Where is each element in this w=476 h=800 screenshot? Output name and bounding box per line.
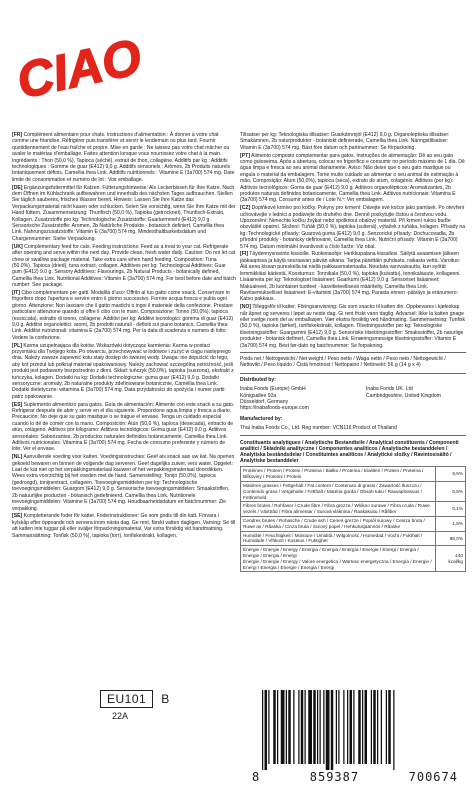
- right-text-column: [240, 132, 466, 572]
- barcode-bar: [277, 690, 278, 764]
- paragraph-text: Complément alimentaire pour chats. Instructions d'alimentation : À donner à votre chat comme une friandise. Réfrigérer puis transférer et servir le lendemain ou plus tard. Fournir quotidiennement de l'eau fraîche et propre. Mise en garde : Ne laissez pas votre chat mâcher ou avaler le matériau d'emballage. Faites attention lorsque vous nourrissez votre chat à la main. Ingrédients : Thon (50,0 %), Tapioca (séché), extrait de thon, collagène. Additifs par kg : Additifs technologiques : Gomme de guar (E412) 9,0 g. Additifs sensoriels : Arômes, 2b Produits naturels botaniquement définis, Camellia thea Link. Additifs nutritionnels : Vitamine E (3a700) 574 mg. Date limite de consommation et numéro de lot : Voir emballage.: [12, 132, 235, 183]
- nutrient-value: 0,5%: [436, 482, 466, 502]
- paragraph-text: Tillsatser per kg: Teknologiska tillsatser: Guarkärnmjöl (E412) 9,0 g. Organoleptiska tillsatser: Smakämnen, 2b naturprodukter - botaniskt definierade, Camellia thea Link. Näringstillsatser: Vitamin E (3a700) 574 mg. Bäst före datum och partinummer: Se förpackning.: [240, 132, 450, 151]
- barcode-bar: [273, 690, 276, 764]
- language-code: [NO]: [240, 304, 252, 311]
- barcode-bar: [323, 690, 324, 764]
- barcode-digit-group: 8: [252, 770, 261, 784]
- language-code: [PT]: [240, 152, 250, 159]
- language-paragraph: [240, 304, 466, 349]
- distributor-heading: Distributed by:: [240, 376, 276, 383]
- nutrient-label: Fibres brutes / Rohfaser / Crude fibre / Fibra grezza / Włókno surowe / Fibra cruda / Ruwe vezels / Växttråd / Fibra alimentar / Surová vláknina / Raakakuitu / Råfiber: [241, 502, 436, 517]
- lot-date: 22A: [112, 711, 129, 721]
- nutrition-title: Constituants analytiques / Analytische Bestandteile / Analytical constituents / Componenti analitici / Składniki analityczne / Componentes analíticos / Analytische bestanddelen / Analytiska beståndsdelar / Constituintes analíticos / Analytické složky / Ravintosisältö / Analytiske bestanddeler: [240, 439, 459, 465]
- language-code: [FI]: [240, 251, 248, 258]
- barcode-bar: [353, 690, 354, 764]
- barcode-bar: [288, 690, 291, 764]
- barcode-bar: [317, 690, 318, 764]
- nutrition-row: [241, 531, 466, 546]
- language-paragraph: [240, 205, 466, 250]
- language-paragraph: [12, 244, 236, 289]
- language-paragraph: [12, 513, 236, 539]
- nutrient-value: 0,1%: [436, 502, 466, 517]
- distributor-uk: Inaba Foods UK. Ltd Cambridgeshire, United Kingdom: [366, 386, 442, 399]
- nutrient-label: Humidité / Feuchtigkeit / Moisture / Umidità / Wilgotność / Humedad / Vocht / Fukthalt / Humidade / Vlhkost / Kosteus / Fuktighet: [241, 531, 436, 546]
- barcode-bar: [338, 690, 339, 764]
- barcode-bar: [265, 690, 268, 770]
- paragraph-text: Täydennysravinto kissoille. Ruokintaohje: Herkkupalana kissallesi. Säilytä avaamisen jälkeen jääkaapissa ja käytä seuraavan päivän aikana. Tarjoa päivittäin puhdasta, raikasta vettä. Varoitus: Älä anna kissan pureskella tai niellä pakkausmateriaalia. Noudata varovaisuutta, kun syötät lemmikkiäsi kädestä. Koostumus: Tonnikala (50,0 %), tapioka (kuivattu), tonnikalauute, kollageeni. Lisäaineita per kg: Teknologiset lisäaineet: Guarkumi (E412) 9,0 g. Sensoriset lisäaineet: Makuaineet, 2b luontaiset tuotteet - kasvitieteellisesti määritelty, Camellia thea Link. Ravitsemukselliset lisäaineet: E-vitamiini (3a700) 574 mg. Parasta ennen -päiväys ja eränumero: Katso pakkaus.: [240, 251, 461, 303]
- language-code: [IT]: [12, 289, 20, 296]
- language-code: [ES]: [12, 401, 23, 408]
- lot-letter: B: [161, 692, 170, 706]
- distributor-eu: Inaba Foods (Europe) GmbH Königsallee 92a Düsseldorf, Germany https://inabafoods-europe.com: [240, 386, 309, 412]
- nutrition-row: [241, 502, 466, 517]
- nutrition-row: [241, 482, 466, 502]
- language-paragraph: [240, 153, 466, 204]
- distributor-block: [240, 386, 466, 412]
- barcode-digit-group: 859387: [309, 770, 360, 784]
- manufacturer-heading: Manufactured by:: [240, 415, 283, 422]
- barcode-bar: [381, 690, 382, 764]
- barcode-bar: [358, 690, 361, 764]
- barcode: [252, 690, 458, 776]
- nutrition-row: [241, 467, 466, 482]
- barcode-bar: [313, 690, 316, 764]
- lot-code: EU101: [100, 690, 153, 708]
- language-code: [CZ]: [240, 205, 251, 212]
- paragraph-text: Kompletterande foder för katter. Foderinstruktioner: Ge som godis till din katt. Förvara i kylskåp efter öppnande och servera inom nästa dag. Ge rent, färskt vatten dagligen. Varning: Se till att katten inte tuggar på eller sväljer förpackningsmaterial. Var extra försiktig vid handmatning. Sammansättning: Tonfisk (50,0 %), tapioka (torr), tonfiskextrakt, kollagen.: [12, 513, 236, 539]
- language-code: [FR]: [12, 132, 23, 138]
- barcode-bar: [336, 690, 337, 764]
- barcode-bar: [331, 690, 334, 770]
- paragraph-text: Ergänzungsfuttermittel für Katzen. Fütterungshinweise: Als Leckerbissen für Ihre Katze. Nach dem Öffnen im Kühlschrank aufbewahren und innerhalb des nächsten Tages aufbrauchen. Stellen Sie täglich sauberes, frisches Wasser bereit. Hinweis: Lassen Sie Ihre Katze das Verpackungsmaterial nicht kauen oder schlucken. Seien Sie vorsichtig, wenn Sie Ihre Katze mit der Hand füttern. Zusammensetzung: Thunfisch (50,0 %), Tapioka (getrocknet), Thunfisch-Extrakt, Kollagen. Zusatzstoffe pro kg: Technologische Zusatzstoffe: Guarkernmehl (E412) 9,0 g. Sensorische Zusatzstoffe: Aromen, 2b Natürliche Produkte - botanisch definiert, Camellia thea Link. Nahrungszusatzstoffe: Vitamin E (3a700) 574 mg. Mindesthaltbarkeitsdatum und Chargennummer: Siehe Verpackung.: [12, 184, 236, 242]
- language-code: [DE]: [12, 184, 23, 191]
- divider: [240, 352, 466, 353]
- language-paragraph: [12, 454, 236, 512]
- paragraph-text: Karma uzupełniająca dla kotów. Wskazówki dotyczące karmienia: Karma w postaci przysmaku dla Twojego kota. Po otwarciu, przechowywać w lodówce i zużyć w ciągu następnego dnia. Należy zawsze zapewnić kotu stały dostęp do świeżej wody. Uwaga: nie dopuścić do tego, aby kot przeżuł lub połknął materiał opakowaniowy. Należy zachować szczególną ostrożność, jeśli produkt jest podawany bezpośrednio z dłoni. Skład: tuńczyk (50,0%), tapioka (suszona), ekstrakt z tuńczyka, kolagen. Dodatki na kg: Dodatki technologiczne: guma guar (E412) 9,0 g. Dodatki sensoryczne: aromaty, 2b naturalne produkty zdefiniowane botanicznie, Camellia thea Link. Dodatki dietetyczne: witamina E (3a700) 574 mg. Data przydatności do spożycia i numer partii: patrz opakowanie.: [12, 342, 234, 400]
- barcode-bar: [301, 690, 304, 764]
- barcode-digits: [252, 770, 458, 784]
- barcode-bar: [373, 690, 376, 764]
- nutrition-table: [240, 466, 466, 572]
- nutrition-row: [241, 517, 466, 532]
- nutrient-value: 8,5%: [436, 467, 466, 482]
- nutrient-label: Protéines / Protein / Protein / Proteina / Białko / Proteína / Eiwitten / Protein / Proteína / Bílkoviny / Proteiini / Protein: [241, 467, 436, 482]
- language-code: [SE]: [12, 513, 23, 520]
- language-paragraph: [12, 402, 236, 453]
- nutrient-value: 440 kcal/kg: [436, 546, 466, 572]
- language-paragraph: [12, 185, 236, 243]
- logo-text: CIAO: [12, 28, 147, 110]
- barcode-bar: [308, 690, 312, 764]
- barcode-bar: [350, 690, 353, 764]
- barcode-bar: [386, 690, 387, 764]
- nutrition-row: [241, 546, 466, 572]
- barcode-bar: [262, 690, 263, 770]
- left-text-column: [12, 132, 236, 540]
- barcode-bar: [343, 690, 344, 764]
- language-paragraph: [12, 132, 236, 183]
- barcode-bar: [393, 690, 394, 770]
- paragraph-text: Cibo complementare per gatti. Modalità d'uso: Offrilo al tuo gatto come snack. Conservare in frigorifero dopo l'apertura e servire entro il giorno successivo. Fornire acqua fresca e pulita ogni giorno. Attenzione: Non lasciare che il gatto mastichi o ingoi il materiale della confezione. Prestare particolare attenzione quando si offre il cibo con le mani. Composizione: Tonno (50,0%), tapioca (essiccata), estratto di tonno, collagene. Additivi per kg: Additivi tecnologici: gomma di guar (E412) 9,0 g. Additivi organolettici: aromi, 2b prodotti naturali - definiti sul piano botanico, Camellia thea Link. Additivi nutrizionali: vitamina E (3a700) 574 mg. Per la data di scadenza e numero di lotto: Vedere la confezione.: [12, 289, 234, 341]
- made-in: Thai Inaba Foods Co., Ltd. Reg number: VCN116 Product of Thailand: [240, 425, 397, 432]
- language-paragraph: [12, 343, 236, 401]
- lot-area: [100, 690, 169, 721]
- language-paragraph: [12, 290, 236, 341]
- nutrient-label: Matières grasses / Fettgehalt / Fat content / Contenuto di grassi / Zawartość tłuszczu / Contenido graso / Vetgehalte / Fetthalt / Matéria gorda / Obsah tuku / Rasvapitoisuus / Fettinnhold: [241, 482, 436, 502]
- language-code: [NL]: [12, 454, 23, 461]
- barcode-bar: [268, 690, 269, 764]
- nutrient-label: Cendres brutes / Rohasche / Crude ash / Ceneri grezze / Popiół surowy / Ceniza bruta / Ruwe as / Råaska / Cinza bruta / Surový popel / Hehkutusjäännös / Råaske: [241, 517, 436, 532]
- barcode-bar: [298, 690, 299, 764]
- barcode-bar: [281, 690, 285, 764]
- barcode-bar: [305, 690, 306, 764]
- barcode-digit-group: 700674: [408, 770, 458, 784]
- net-weight: Poids net / Nettogewicht / Net weight / Peso netto / Waga netto / Peso neto / Nettogewicht / Nettovikt / Peso líquido / Čistá hmotnost / Nettopaino / Nettovekt: 56 g (14 g x 4): [240, 355, 446, 369]
- paragraph-text: Suplemento alimenticio para gatos. Guía de alimentación: Alimente con este snack a su gato. Refrigerar después de abrir y servir en el día siguiente. Proporcione agua limpia y fresca a diario. Precaución: No deje que su gato mastique o se trague el envase. Tenga un cuidado especial cuando lo dé de comer con la mano. Composición: Atún (50,0 %), tapioca (desecada), extracto de atún, colágeno. Aditivos por kilogramo: Aditivos tecnológicos: Goma guar (E412) 9,0 g. Aditivos sensoriales: Saborizantes, 2b productos naturales definidos botánicamente, Camellia thea Link. Aditivos nutricionales: Vitamina E (3a700) 574 mg. Fecha de consumo preferente y número de lote: Ver el envase.: [12, 401, 235, 453]
- paragraph-text: Aanvullende voeding voor katten. Voedingsinstructies: Geef als snack aan uw kat. Na openen gekoeld bewaren en binnen de volgende dag serveren. Geef dagelijks zuiver, vers water. Opgelet: Laat de kat niet op het verpakkingsmateriaal kauwen of het verpakkingsmateriaal doorslikken. Wees extra voorzichtig bij het voeden met de hand. Samenstelling: Tonijn (50,0%), tapioca (gedroogd), tonijnextract, collageen. Toevoegingsmiddelen per kg: Technologische toevoegingsmiddelen: Guargom (E412) 9,0 g. Sensorische toevoegingsmiddelen: Smaakstoffen, 2b natuurlijke producten - botanisch gedefinieerd, Camellia thea Link. Nutritionele toevoegingsmiddelen: Vitamine E (3a700) 574 mg. Houdbaarheidsdatum en batchnummer: Zie verpakking.: [12, 454, 235, 512]
- divider: [240, 373, 466, 374]
- barcode-bar: [377, 690, 378, 764]
- language-code: [UK]: [12, 243, 23, 250]
- barcode-bar: [347, 690, 348, 764]
- nutrient-label: Énergie / Energie / Energy / Energia / Energia / Energía / Energie / Energi / Energia / Energie / Energia / Energi Énergie / Energie / Energy / Valore energetico / Wartosc energetyczna / Energía / Energie / Energi / Energia / Energie / Energia / Energi: [241, 546, 436, 572]
- divider: [240, 435, 466, 436]
- paragraph-text: Alimento composto complementar para gatos. Instruções de alimentação: Dê ao seu gato como guloseima. Após a abertura, colocar no frigorífico e consumir no período máximo de 1 dia. Dê água limpa e fresca ao seu animal diariamente. Aviso: Não deixe que o seu gato mastigue ou engula o material da embalagem. Tome muito cuidado ao alimentar o seu animal de estimação à mão. Composição: Atum (50,0%), tapioca (seca), extrato de atum, colagénio. Aditivos (por kg): Aditivos tecnológicos: Goma de guar (E412) 9,0 g. Aditivos organolépticos: Aromatizantes, 2b produtos naturais definidos botanicamente, Camellia thea Link. Aditivos nutricionais: Vitamina E (3a700) 574 mg. Consumir antes de / Lote N.º: Ver embalagem.: [240, 152, 465, 204]
- barcode-bar: [362, 690, 363, 764]
- barcode-bar: [371, 690, 372, 764]
- language-paragraph: [240, 251, 466, 302]
- language-paragraph: [240, 132, 466, 151]
- nutrient-value: 1,5%: [436, 517, 466, 532]
- barcode-bar: [365, 690, 368, 764]
- paragraph-text: Complementary feed for cats. Feeding instructions: Feed as a treat to your cat. Refrigerate after opening and serve within the next day. Provide clean, fresh water daily. Caution: Do not let cat chew or swallow package material. Take extra care when hand feeding. Composition: Tuna (50.0%), Tapioca (dried), tuna extract, collagen. Additives per kg: Technological Additives: Guar gum (E412) 9.0 g. Sensory Additives: Flavourings, 2b Natural Products - botanically defined, Camellia thea Link. Nutritional Additives: Vitamin E (3a700) 574 mg. For best before date and batch number: See package.: [12, 243, 236, 289]
- barcode-bar: [293, 690, 294, 764]
- paragraph-text: Doplňkové krmivo pro kočky. Pokyny pro krmení: Dávejte své kočce jako pamlsek. Po otevření uchovávejte v lednici a podávejte do druhého dne. Denně poskytujte čistou a čerstvou vodu. Upozornění: Nenechte kočku žvýkat nebo spolknout obalový materiál. Při krmení rukou buďte obzvláště opatrní. Složení: Tuňák (50,0 %), tapioka (sušená), výtažek z tuňáka, kolagen. Přísady na kg: Technologické přísady: Guarová guma (E412) 9,0 g. Senzorické přísady: Dochucovadla, 2b přírodní produkty - botanicky definované, Camellia thea Link. Nutriční přísady: Vitamin E (3a700) 574 mg. Datum minimální trvanlivosti a číslo šarže: Viz obal.: [240, 205, 466, 250]
- language-code: [PL]: [12, 342, 22, 349]
- paragraph-text: Tilleggsfôr til katter. Fôringsanvisning: Gis som snacks til katten din. Oppbevares i kjøleskap når åpnet og serveres i løpet av neste dag. Gi rent friskt vann daglig. Advarsel: Ikke la katten gnage eller svelge noen del av emballasjen. Vær ekstra forsiktig ved håndmating. Sammensetning: Tunfisk (50,0 %), tapioka (tørket), tunfiskekstrakt, kollagen. Tilsetningsstoffer per kg: Teknologiske tilsetningsstoffer: Guargummi (E412) 9,0 g. Sensoriske tilsetningsstoffer: Smaksstoffer, 2b naturlige produkter - botanisk definert, Camellia thea Link. Ernæringsmessige tilsetningsstoffer: Vitamin E (3a700) 574 mg. Best før-dato og batchnummer: Se forpakning.: [240, 304, 466, 349]
- nutrient-value: 88,0%: [436, 531, 466, 546]
- barcode-bar: [320, 690, 321, 764]
- ciao-logo: [12, 28, 147, 110]
- barcode-bar: [286, 690, 287, 764]
- barcode-bar: [388, 690, 391, 764]
- barcode-bar: [326, 690, 330, 770]
